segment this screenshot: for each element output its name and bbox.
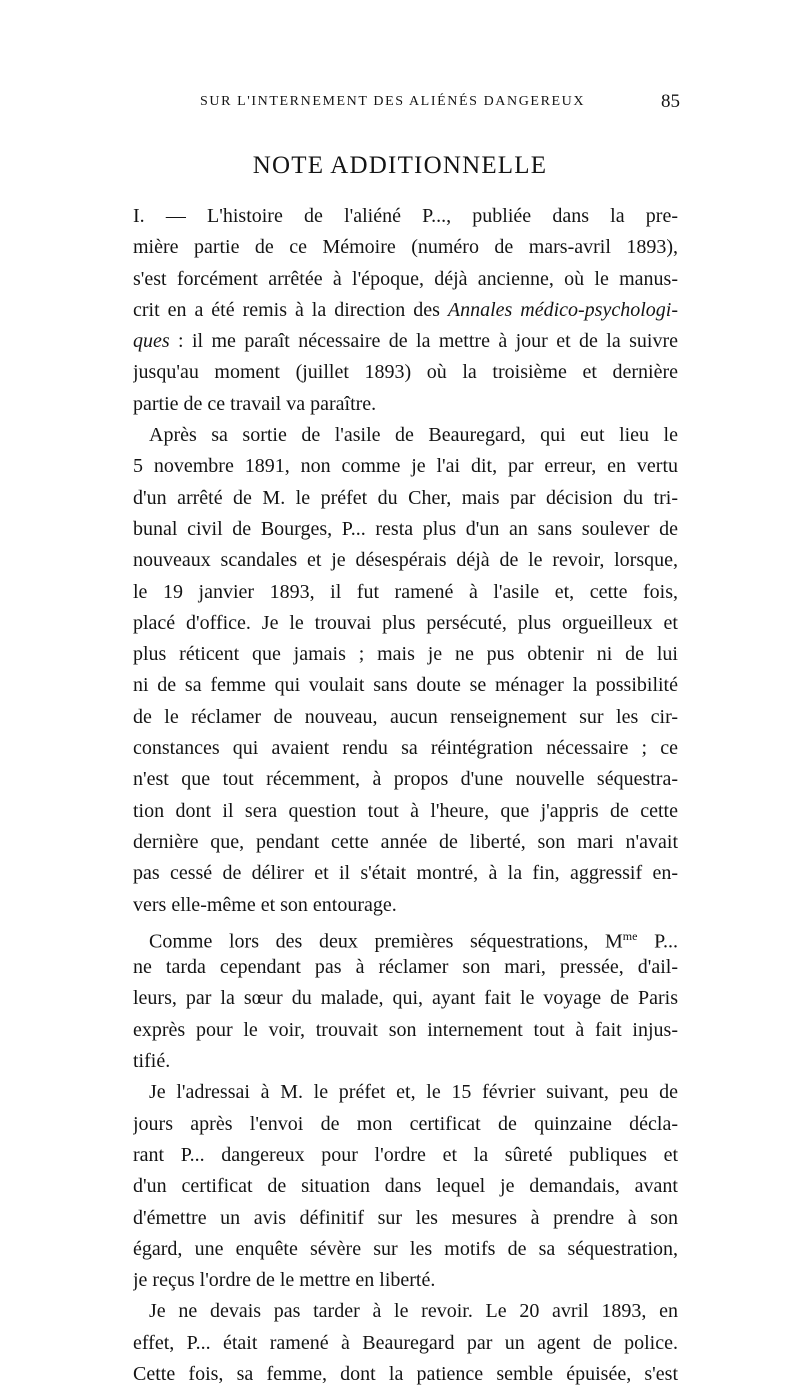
text-line: Après sa sortie de l'asile de Beauregard, qui eut lieu le <box>149 424 678 447</box>
text-line: je reçus l'ordre de le mettre en liberté. <box>133 1269 436 1292</box>
text-line: tifié. <box>133 1050 171 1073</box>
text-line: Je l'adressai à M. le préfet et, le 15 février suivant, peu de <box>149 1081 678 1104</box>
text-line: dernière que, pendant cette année de liberté, son mari n'avait <box>133 830 678 853</box>
text-line: d'un arrêté de M. le préfet du Cher, mais par décision du tri- <box>133 486 678 509</box>
text-line: exprès pour le voir, trouvait son internement tout à fait injus- <box>133 1018 678 1041</box>
text-line: n'est que tout récemment, à propos d'une nouvelle séquestra- <box>133 768 678 791</box>
text-line: plus réticent que jamais ; mais je ne pus obtenir ni de lui <box>133 643 678 666</box>
body-text <box>133 201 678 1390</box>
text-line: de le réclamer de nouveau, aucun renseignement sur les cir- <box>133 705 678 728</box>
text-line: nouveaux scandales et je désespérais déjà de le revoir, lorsque, <box>133 549 678 572</box>
journal-title-italic-end: ques <box>133 330 170 353</box>
section-title: NOTE ADDITIONNELLE <box>252 152 548 179</box>
text-line: partie de ce travail va paraître. <box>133 392 377 415</box>
text-line: ni de sa femme qui voulait sans doute se ménager la possibilité <box>133 674 678 697</box>
text-line: mière partie de ce Mémoire (numéro de mars-avril 1893), <box>133 236 678 259</box>
text-line: jours après l'envoi de mon certificat de quinzaine décla- <box>133 1112 678 1135</box>
text-line-part: crit en a été remis à la direction des <box>133 298 440 321</box>
text-line <box>133 326 678 357</box>
text-line-with-italic <box>133 295 678 326</box>
running-head-title: SUR L'INTERNEMENT DES ALIÉNÉS DANGEREUX <box>200 94 586 109</box>
text-line: constances qui avaient rendu sa réintégration nécessaire ; ce <box>133 737 678 760</box>
text-line: effet, P... était ramené à Beauregard par un agent de police. <box>133 1331 678 1354</box>
text-line: I. — L'histoire de l'aliéné P..., publiée dans la pre- <box>133 205 678 227</box>
text-line: égard, une enquête sévère sur les motifs de sa séquestration, <box>133 1237 678 1260</box>
text-line: vers elle-même et son entourage. <box>133 893 397 916</box>
text-line: leurs, par la sœur du malade, qui, ayant fait le voyage de Paris <box>133 987 678 1010</box>
text-line: ne tarda cependant pas à réclamer son mari, pressée, d'ail- <box>133 956 678 979</box>
text-line: 5 novembre 1891, non comme je l'ai dit, par erreur, en vertu <box>133 455 678 478</box>
running-head <box>200 91 680 118</box>
text-line: d'émettre un avis définitif sur les mesures à prendre à son <box>133 1206 678 1229</box>
journal-title-italic: Annales médico-psychologi- <box>447 298 678 321</box>
text-line: s'est forcément arrêtée à l'époque, déjà ancienne, où le manus- <box>133 267 678 290</box>
text-line: bunal civil de Bourges, P... resta plus d'un an sans soulever de <box>133 517 678 540</box>
text-line: pas cessé de délirer et il s'était montré, à la fin, aggressif en- <box>133 862 678 885</box>
text-line: tion dont il sera question tout à l'heure, que j'appris de cette <box>133 799 678 822</box>
text-line-part: : il me paraît nécessaire de la mettre à jour et de la suivre <box>169 330 678 353</box>
text-line: placé d'office. Je le trouvai plus persécuté, plus orgueilleux et <box>133 611 678 634</box>
superscript-me: me <box>622 928 638 943</box>
text-line: rant P... dangereux pour l'ordre et la sûreté publiques et <box>133 1143 678 1166</box>
text-line: le 19 janvier 1893, il fut ramené à l'asile et, cette fois, <box>133 580 678 603</box>
text-line: Comme lors des deux premières séquestrations, $M^{me}$ P... <box>149 928 678 953</box>
page-number: 85 <box>661 91 680 112</box>
text-line: Cette fois, sa femme, dont la patience semble épuisée, s'est <box>133 1362 678 1385</box>
text-line: jusqu'au moment (juillet 1893) où la troisième et dernière <box>133 361 678 384</box>
text-line: Je ne devais pas tarder à le revoir. Le 20 avril 1893, en <box>149 1300 678 1323</box>
text-line: d'un certificat de situation dans lequel je demandais, avant <box>133 1175 678 1198</box>
